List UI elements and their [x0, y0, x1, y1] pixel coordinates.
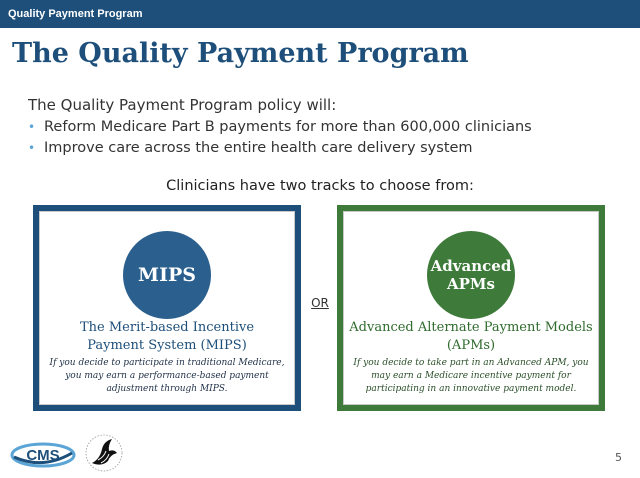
list-item: • Improve care across the entire health care delivery system — [28, 138, 532, 159]
slide-title: The Quality Payment Program — [12, 38, 469, 69]
apm-track-name: Advanced Alternate Payment Models (APMs) — [349, 320, 593, 353]
cms-logo — [10, 440, 80, 470]
header-bar — [0, 0, 640, 28]
mips-track-description: If you decide to participate in traditional Medicare, you may earn a performance-based payment adjustment through MIPS. — [49, 358, 285, 394]
bullet-list — [28, 117, 532, 159]
mips-track-card — [33, 205, 301, 411]
list-item: • Reform Medicare Part B payments for more than 600,000 clinicians — [28, 117, 532, 138]
apm-track-card — [337, 205, 605, 411]
cms-logo-text: CMS — [26, 447, 60, 464]
or-separator: OR — [311, 296, 329, 310]
hhs-eagle-logo — [84, 433, 124, 473]
bullet-icon: • — [28, 120, 36, 134]
apm-badge: Advanced APMs — [427, 231, 515, 319]
mips-track-name: The Merit-based Incentive Payment System (MIPS) — [79, 320, 255, 353]
intro-text: The Quality Payment Program policy will: — [28, 96, 337, 114]
mips-badge: MIPS — [123, 231, 211, 319]
program-label: Quality Payment Program — [8, 8, 143, 20]
page-number: 5 — [615, 451, 622, 464]
tracks-heading: Clinicians have two tracks to choose from: — [166, 178, 474, 194]
apm-track-description: If you decide to take part in an Advanced APM, you may earn a Medicare incentive payment for participating in an innovative payment model. — [353, 358, 589, 394]
bullet-icon: • — [28, 141, 36, 155]
